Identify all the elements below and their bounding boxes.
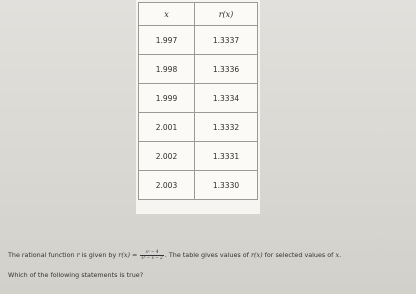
table-row — [139, 55, 258, 84]
cell-rx: 1.3337 — [195, 26, 258, 55]
header-rx: r(x) — [195, 3, 258, 26]
x-variable: x — [335, 251, 340, 260]
intro-text: The rational function — [8, 251, 77, 260]
cell-rx: 1.3332 — [195, 113, 258, 142]
formula-denominator: x³ − x − 2 — [141, 254, 163, 260]
values-table — [138, 2, 258, 200]
formula-fraction — [140, 250, 163, 260]
for-selected-text: for selected values of — [262, 251, 336, 260]
given-by-text: is given by — [79, 251, 119, 260]
cell-x: 2.001 — [139, 113, 195, 142]
cell-rx: 1.3336 — [195, 55, 258, 84]
table-header-row — [139, 3, 258, 26]
cell-x: 1.998 — [139, 55, 195, 84]
problem-statement — [8, 250, 412, 260]
formula-lhs: r(x) = — [118, 251, 138, 260]
cell-x: 2.003 — [139, 171, 195, 200]
function-name: r — [76, 251, 80, 260]
header-x: x — [139, 3, 195, 26]
cell-x: 1.999 — [139, 84, 195, 113]
formula-numerator: x² − 4 — [140, 250, 163, 256]
cell-rx: 1.3330 — [195, 171, 258, 200]
table-row — [139, 113, 258, 142]
period: . — [339, 251, 342, 260]
table-row — [139, 171, 258, 200]
cell-rx: 1.3334 — [195, 84, 258, 113]
cell-x: 1.997 — [139, 26, 195, 55]
question-prompt: Which of the following statements is true? — [8, 271, 144, 279]
table-row — [139, 26, 258, 55]
table-row — [139, 142, 258, 171]
cell-rx: 1.3331 — [195, 142, 258, 171]
rx-term: r(x) — [250, 251, 263, 260]
cell-x: 2.002 — [139, 142, 195, 171]
after-formula-text: . The table gives values of — [164, 251, 251, 260]
table-row — [139, 84, 258, 113]
